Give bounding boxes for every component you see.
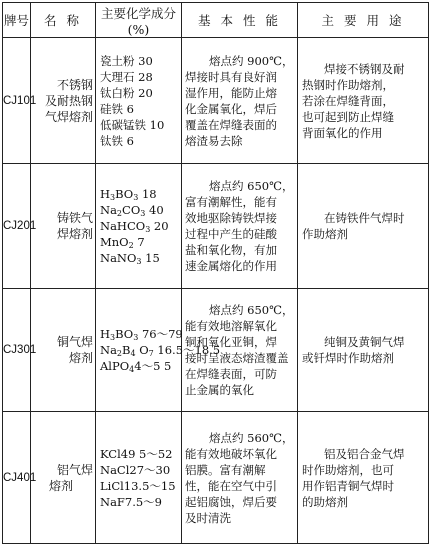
row-name: [31, 164, 96, 289]
composition-line: MnO$_2$ 7: [100, 235, 145, 250]
row-use: [298, 289, 429, 412]
performance-line: 化金属氧化，焊后: [185, 101, 277, 116]
performance-line: 熔点约 650℃，: [209, 179, 294, 193]
composition-line: $Na_2CO_3$ 40: [100, 203, 164, 218]
performance-line: 熔渣易去除: [185, 133, 243, 148]
row-name: [31, 412, 96, 544]
composition-line: 低碳锰铁 10: [100, 117, 165, 132]
name-line: 铜气焊: [56, 335, 93, 349]
use-line: 焊接不锈钢及耐: [324, 61, 405, 76]
name-line: 铝气焊: [56, 462, 93, 477]
use-line: 的助熔剂: [302, 494, 348, 509]
use-line: 时作助熔剂，也可: [302, 462, 394, 477]
composition-line: LiCl13.5～15: [100, 478, 176, 493]
use-line: 铝及铝合金气焊: [324, 446, 405, 461]
table-row: [3, 289, 429, 412]
performance-line: 铜和氧化亚铜，焊: [185, 335, 277, 349]
performance-line: 过程中产生的硅酸: [185, 227, 277, 241]
row-code: CJ201: [3, 164, 31, 289]
performance-line: 富有潮解性，能有: [185, 195, 277, 209]
header-name: 名 称: [31, 3, 96, 38]
name-line: 焊熔剂: [56, 227, 93, 241]
use-line: 热钢时作助熔剂，: [302, 77, 394, 92]
row-use: [298, 412, 429, 544]
row-composition: [96, 412, 182, 544]
composition-line: 钛白粉 20: [100, 85, 153, 100]
composition-line: $Na_2B_4$ $O_7$ 16.5～18.5: [100, 343, 221, 358]
row-code: CJ301: [3, 289, 31, 412]
name-line: 及耐热钢: [44, 93, 93, 108]
composition-line: NaHCO$_3$ 20: [100, 219, 169, 234]
composition-line: 钛铁 6: [100, 133, 134, 148]
name-line: 熔剂: [68, 351, 93, 365]
composition-line: NaCl27～30: [100, 462, 171, 477]
performance-line: 熔点约 900℃，: [209, 53, 294, 68]
row-performance: [182, 289, 298, 412]
use-line: 在铸铁件气焊时: [324, 211, 405, 225]
use-line: 或钎焊时作助熔剂: [302, 351, 394, 365]
performance-line: 止金属的氧化: [185, 383, 254, 397]
row-name: [31, 289, 96, 412]
row-performance: [182, 412, 298, 544]
use-line: 作助熔剂: [302, 227, 348, 241]
table-row: [3, 412, 429, 544]
performance-line: 速金属熔化的作用: [185, 259, 277, 273]
performance-line: 覆盖在焊缝表面的: [185, 117, 277, 132]
composition-line: AlPO$_4$4～5 5: [100, 359, 172, 374]
row-composition: [96, 38, 182, 164]
row-use: [298, 164, 429, 289]
header-row: [3, 3, 429, 38]
row-performance: [182, 164, 298, 289]
composition-line: NaF7.5～9: [100, 494, 163, 509]
use-line: 若涂在焊缝背面，: [302, 93, 394, 108]
name-line: 气焊熔剂: [44, 109, 93, 124]
use-line: 用作铝青铜气焊时: [302, 478, 394, 493]
composition-line: $H_3BO_3$ 18: [100, 187, 157, 202]
performance-line: 在焊缝表面，可防: [185, 367, 277, 381]
header-performance: 基 本 性 能: [182, 3, 298, 38]
composition-line: KCl49 5～52: [100, 446, 173, 461]
row-code: CJ101: [3, 38, 31, 164]
row-composition: [96, 164, 182, 289]
performance-line: 起铝腐蚀，焊后要: [185, 494, 277, 509]
composition-line: 硅铁 6: [100, 101, 134, 116]
performance-line: 焊接时具有良好润: [185, 69, 277, 84]
header-code: 牌号: [3, 3, 31, 38]
composition-line: NaNO$_3$ 15: [100, 251, 160, 266]
row-code: CJ401: [3, 412, 31, 544]
header-composition: 主要化学成分(%): [96, 3, 182, 38]
performance-line: 熔点约 560℃，: [209, 430, 294, 445]
performance-line: 铝膜。富有潮解: [185, 462, 266, 477]
name-line: 铸铁气: [56, 211, 93, 225]
header-use: 主 要 用 途: [298, 3, 429, 38]
performance-line: 湿作用，能防止熔: [185, 85, 277, 100]
performance-line: 接时呈液态熔渣覆盖: [185, 351, 289, 365]
row-performance: [182, 38, 298, 164]
use-line: 纯铜及黄铜气焊: [324, 335, 405, 349]
table-row: [3, 164, 429, 289]
table-row: [3, 38, 429, 164]
row-name: [31, 38, 96, 164]
composition-line: 瓷土粉 30: [100, 53, 153, 68]
flux-table: [2, 2, 429, 544]
performance-line: 效地驱除铸铁焊接: [185, 211, 277, 225]
name-line: 不锈钢: [56, 77, 93, 92]
use-line: 也可起到防止焊缝: [302, 109, 394, 124]
composition-line: 大理石 28: [100, 69, 153, 84]
row-use: [298, 38, 429, 164]
composition-line: $H_3BO_3$ 76～79: [100, 327, 183, 342]
performance-line: 能有效地破坏氧化: [185, 446, 277, 461]
performance-line: 盐和氧化物，有加: [185, 243, 277, 257]
performance-line: 性，能在空气中引: [185, 478, 277, 493]
performance-line: 熔点约 650℃，: [209, 303, 294, 317]
performance-line: 及时清洗: [185, 510, 231, 525]
performance-line: 能有效地溶解氧化: [185, 319, 277, 333]
name-line: 熔剂: [49, 478, 74, 493]
use-line: 背面氧化的作用: [302, 125, 383, 140]
